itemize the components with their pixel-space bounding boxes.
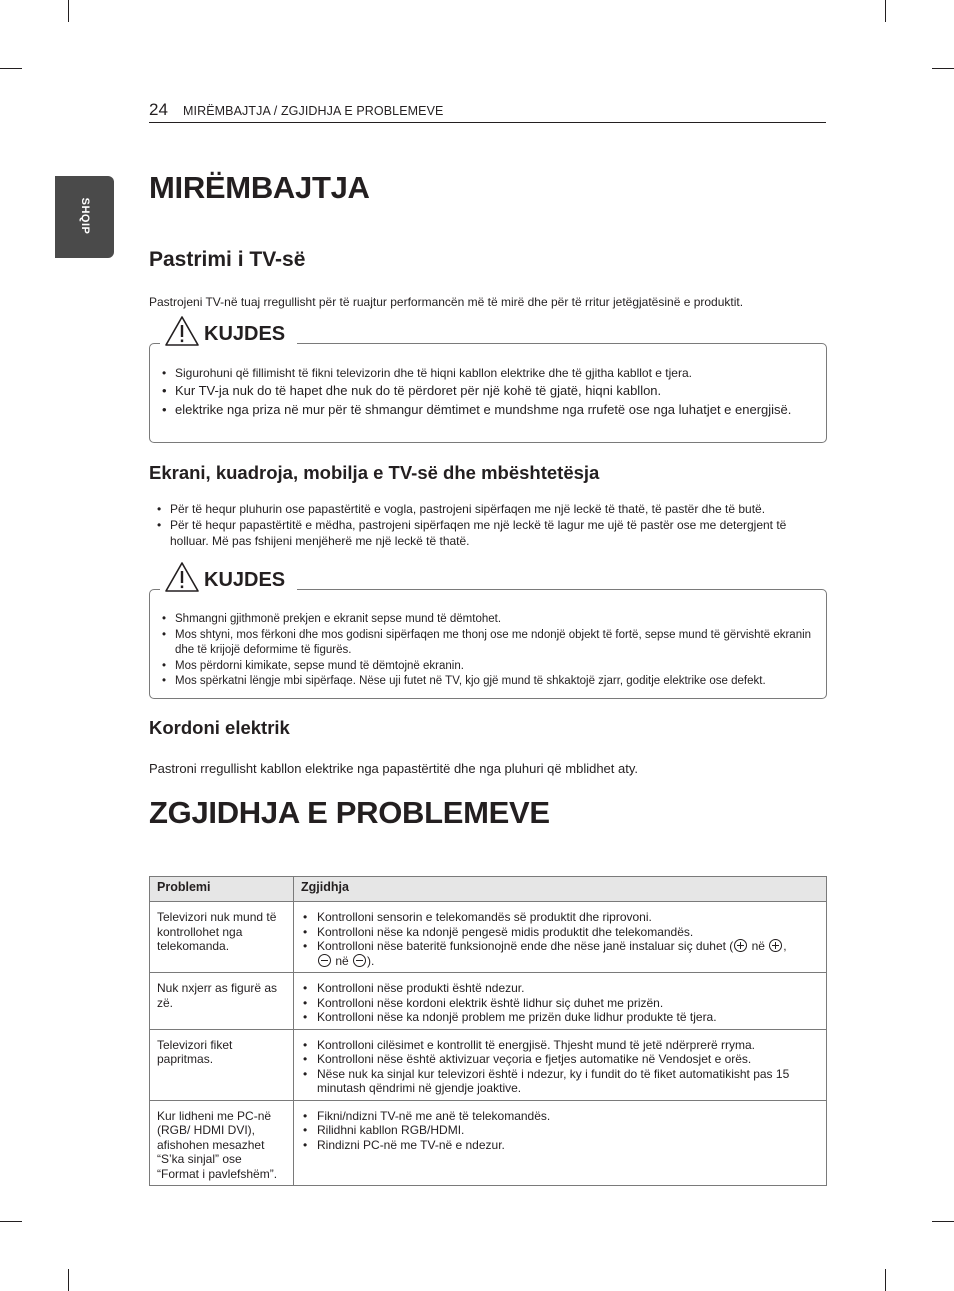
solution-cell — [294, 973, 827, 1030]
problem-cell: Nuk nxjerr as figurë as zë. — [150, 973, 294, 1030]
column-header-problem: Problemi — [150, 877, 294, 902]
table-row — [150, 973, 827, 1030]
crop-mark — [932, 1221, 954, 1222]
table-row — [150, 902, 827, 973]
crop-mark — [885, 1269, 886, 1291]
solution-text: në — [332, 953, 353, 968]
crop-mark — [885, 0, 886, 22]
table-header-row — [150, 877, 827, 902]
troubleshooting-table — [149, 876, 827, 1186]
troubleshooting-title: ZGJIDHJA E PROBLEMEVE — [149, 795, 550, 830]
problem-cell: Televizori nuk mund të kontrollohet nga telekomanda. — [150, 902, 294, 973]
table-row — [150, 1029, 827, 1100]
caution-box — [149, 322, 827, 443]
solution-cell — [294, 1100, 827, 1186]
table-row — [150, 1100, 827, 1186]
page-number: 24 — [149, 100, 168, 119]
crop-mark — [0, 68, 22, 69]
solution-item: • Kontrolloni nëse është aktivizuar veçoria e fjetjes automatike në Vendosjet e orës. — [303, 1052, 819, 1067]
maintenance-title: MIRËMBAJTJA — [149, 170, 370, 205]
solution-item: • Kontrolloni nëse kordoni elektrik është lidhur siç duhet me prizën. — [303, 996, 819, 1011]
crop-mark — [68, 0, 69, 22]
cleaning-text: Pastrojeni TV-në tuaj rregullisht për të ruajtur performancën më të mirë dhe për të rritur jetëgjatësinë e produktit. — [149, 295, 744, 309]
solution-item: • Kontrolloni nëse ka ndonjë pengesë midis produktit dhe telekomandës. — [303, 925, 819, 940]
list-item: • Për të hequr pluhurin ose papastërtitë e vogla, pastrojeni sipërfaqen me një leckë të thatë, të pastër dhe të butë. — [157, 501, 827, 517]
screen-list — [157, 501, 827, 549]
list-item: • Sigurohuni që fillimisht të fikni televizorin dhe të hiqni kabllon elektrike dhe të gjitha kabllot e tjera. — [162, 366, 812, 381]
solution-item: • Kontrolloni nëse ka ndonjë problem me prizën duke lidhur produkte të tjera. — [303, 1010, 819, 1025]
caution-title — [160, 562, 297, 592]
solution-item: • Nëse nuk ka sinjal kur televizori është i ndezur, ky i fundit do të fiket automatikisht pas 15 minutash qëndrimi në gjendje joaktive. — [303, 1067, 819, 1096]
page-header — [149, 100, 826, 123]
warning-icon — [164, 561, 200, 593]
caution-list — [162, 612, 812, 690]
column-header-solution: Zgjidhja — [294, 877, 827, 902]
screen-heading: Ekrani, kuadroja, mobilja e TV-së dhe mbështetësja — [149, 462, 600, 483]
language-label: SHQIP — [79, 197, 91, 235]
solution-item — [303, 939, 819, 968]
list-item: • elektrike nga priza në mur për të shmangur dëmtimet e mundshme nga rrufetë ose nga luhatjet e energjisë. — [162, 400, 812, 419]
solution-cell — [294, 902, 827, 973]
warning-icon — [164, 315, 200, 347]
crop-mark — [68, 1269, 69, 1291]
solution-text: ). — [367, 953, 375, 968]
section-title: MIRËMBAJTJA / ZGJIDHJA E PROBLEMEVE — [183, 104, 444, 118]
cord-text: Pastroni rregullisht kabllon elektrike nga papastërtitë dhe nga pluhuri që mblidhet aty. — [149, 761, 638, 776]
caution-box — [149, 568, 827, 699]
crop-mark — [932, 68, 954, 69]
cleaning-heading: Pastrimi i TV-së — [149, 248, 306, 271]
problem-cell: Kur lidheni me PC-në (RGB/ HDMI DVI), afishohen mesazhet “S’ka sinjal” ose “Format i pavlefshëm”. — [150, 1100, 294, 1186]
solution-item: • Kontrolloni sensorin e telekomandës së produktit dhe riprovoni. — [303, 910, 819, 925]
solution-item: • Kontrolloni nëse produkti është ndezur. — [303, 981, 819, 996]
caution-label: KUJDES — [204, 322, 286, 345]
solution-item: • Rindizni PC-në me TV-në e ndezur. — [303, 1138, 819, 1153]
list-item: • Kur TV-ja nuk do të hapet dhe nuk do të përdoret për një kohë të gjatë, hiqni kabllon. — [162, 382, 812, 400]
minus-icon — [318, 954, 331, 967]
solution-item: • Rilidhni kabllon RGB/HDMI. — [303, 1123, 819, 1138]
caution-title — [160, 316, 297, 346]
solution-text: Kontrolloni nëse bateritë funksionojnë ende dhe nëse janë instaluar siç duhet ( — [317, 939, 734, 953]
solution-item: • Fikni/ndizni TV-në me anë të telekomandës. — [303, 1109, 819, 1124]
minus-icon — [353, 954, 366, 967]
problem-cell: Televizori fiket papritmas. — [150, 1029, 294, 1100]
crop-mark — [0, 1221, 22, 1222]
solution-text: në — [748, 939, 769, 953]
caution-list — [162, 366, 812, 419]
list-item: • Për të hequr papastërtitë e mëdha, pastrojeni sipërfaqen me një leckë të lagur me ujë të pastër ose me detergjent të holluar. Më pas fshijeni menjëherë me një leckë të thatë. — [157, 517, 827, 549]
solution-text: , — [783, 939, 787, 953]
list-item: • Mos përdorni kimikate, sepse mund të dëmtojnë ekranin. — [162, 659, 812, 675]
solution-cell — [294, 1029, 827, 1100]
plus-icon — [734, 939, 747, 952]
solution-item: • Kontrolloni cilësimet e kontrollit të energjisë. Thjesht mund të jetë ndërprerë rryma. — [303, 1038, 819, 1053]
list-item: • Mos spërkatni lëngje mbi sipërfaqe. Nëse uji futet në TV, kjo gjë mund të shkaktojë zjarr, goditje elektrike ose defekt. — [162, 674, 812, 690]
language-tab — [55, 176, 114, 258]
caution-label: KUJDES — [204, 568, 286, 591]
list-item: • Shmangni gjithmonë prekjen e ekranit sepse mund të dëmtohet. — [162, 612, 812, 628]
list-item: • Mos shtyni, mos fërkoni dhe mos godisni sipërfaqen me thonj ose me ndonjë objekt të fortë, sepse mund të gërvishtë ekranin dhe të krijojë deformime të figurës. — [162, 628, 812, 659]
cord-heading: Kordoni elektrik — [149, 717, 290, 738]
plus-icon — [769, 939, 782, 952]
